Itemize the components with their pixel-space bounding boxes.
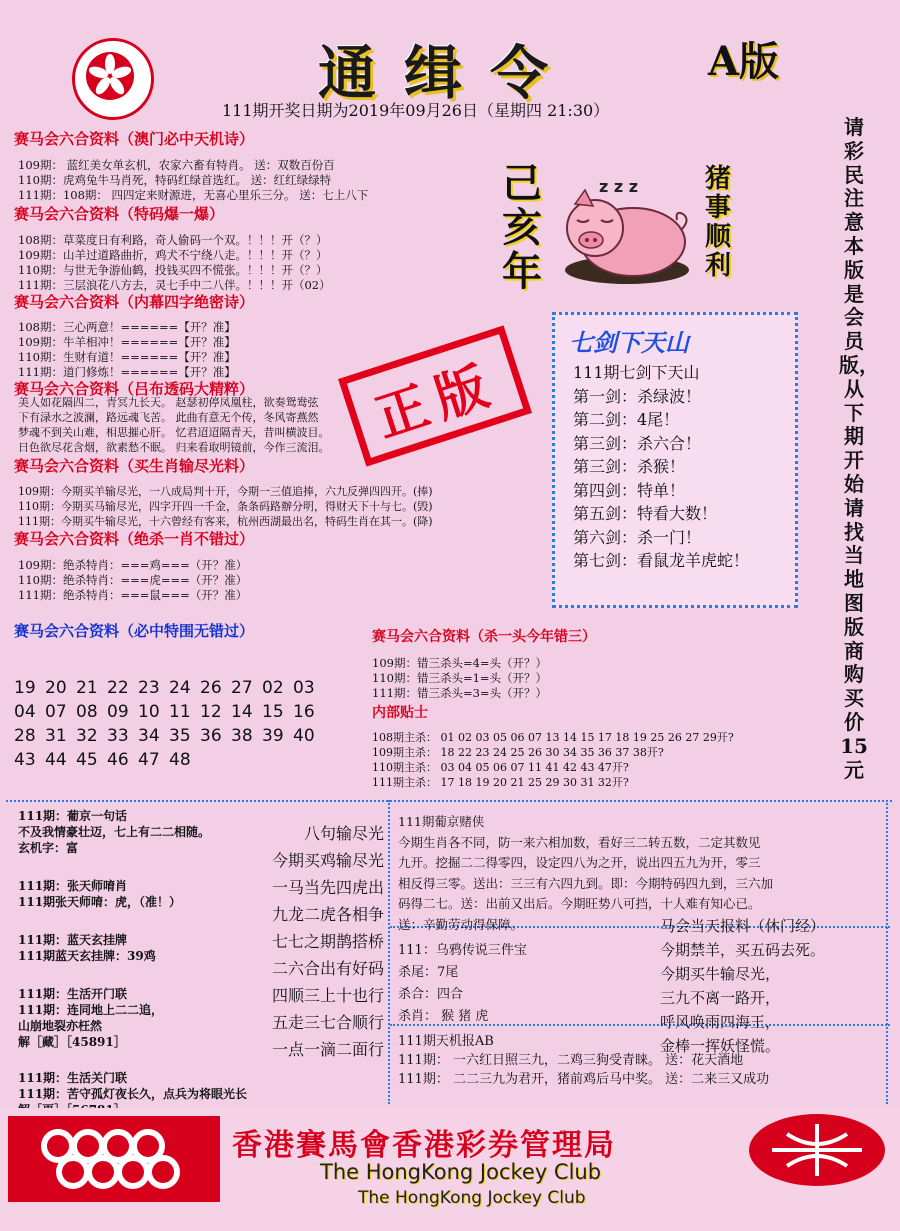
text-line: 111期：连同地上二二追， bbox=[18, 1003, 164, 1017]
text-line: 109期： 蓝红美女单玄机，农家六畜有特肖。 送：双数百份百 bbox=[18, 158, 335, 172]
shatou-title: 赛马会六合资料（杀一头今年错三） bbox=[372, 629, 596, 645]
text-line: 111期主杀： 17 18 19 20 21 25 29 30 31 32开? bbox=[372, 776, 629, 789]
text-line: 今期生肖各不同，防一来六相加数，看好三二转五数，二定其数见 bbox=[398, 834, 761, 850]
number-row: 28 31 32 33 34 35 36 38 39 40 bbox=[14, 726, 315, 746]
verse-line: 九龙二虎各相争 bbox=[271, 905, 384, 924]
section-lines bbox=[18, 233, 331, 293]
section-title: 赛马会六合资料（特码爆一爆） bbox=[14, 205, 225, 223]
text-line: 解［藏］［45891］ bbox=[18, 1035, 126, 1049]
pujing-title: 111期葡京赌侠 bbox=[398, 814, 485, 829]
text-line: 110期：生财有道！======【开？准】 bbox=[18, 350, 236, 364]
section-title: 赛马会六合资料（内幕四字绝密诗） bbox=[14, 293, 255, 311]
text-line: 不及我情豪壮迈，七上有二二相随。 bbox=[18, 825, 211, 839]
verse-line: 一马当先四虎出 bbox=[271, 878, 384, 897]
text-line: 111期：生活开门联 bbox=[18, 987, 128, 1001]
page-title: 通缉令 bbox=[318, 39, 577, 107]
hkjc-knot-logo-icon bbox=[8, 1116, 220, 1202]
svg-text:z z z: z z z bbox=[599, 177, 639, 196]
swords-heading: 七剑下天山 bbox=[569, 328, 689, 357]
text-line: 110期主杀： 03 04 05 06 07 11 41 42 43 47开? bbox=[372, 761, 629, 774]
authentic-stamp bbox=[338, 325, 532, 466]
sword-line: 第一剑：杀绿波！ bbox=[573, 386, 702, 406]
number-row: 43 44 45 46 47 48 bbox=[14, 750, 191, 770]
text-line: 111期：错三杀头=3=头（开？） bbox=[372, 686, 548, 700]
text-line: 杀合：四合 bbox=[398, 987, 464, 1002]
stamp-text: 正版 bbox=[368, 353, 505, 449]
sword-line: 第三剑：杀六合！ bbox=[573, 433, 702, 453]
section-title: 赛马会六合资料（买生肖输尽光料） bbox=[14, 457, 255, 475]
text-line: 109期：牛羊相冲！======【开？准】 bbox=[18, 335, 236, 349]
mahui-title: 马会当天报料（休门经） bbox=[660, 917, 826, 935]
special-number-grid bbox=[14, 676, 324, 772]
text-line: 110期：绝杀特肖：===虎===（开？准） bbox=[18, 573, 248, 587]
text-line: 今期禁羊，买五码去死。 bbox=[660, 941, 826, 959]
text-line: 下有渌水之波澜，路远魂飞苦。 此曲有意无个传，冬风寄燕然 bbox=[18, 411, 319, 424]
tianji-title: 111期天机报AB bbox=[398, 1034, 494, 1049]
vertical-notice: 请彩民注意本版是会员版，从下期开始请找当地图版商购买价15元 bbox=[839, 115, 879, 782]
verse-line: 一点一滴二面行 bbox=[271, 1040, 384, 1059]
text-line: 111期：道门修炼！======【开？准】 bbox=[18, 365, 236, 379]
text-line: 109期：绝杀特肖：===鸡===（开？准） bbox=[18, 558, 248, 572]
text-line: 111期：今期买牛输尽光，十六曾经有客来，杭州西湖最出名，特码生肖在其一。(降) bbox=[18, 515, 433, 528]
text-line: 日色欲尽花含烟，欲素愁不眠。 归来看取明镜前，今作三流泪。 bbox=[18, 441, 330, 454]
year-text: 己亥年 bbox=[502, 160, 542, 295]
neibu-title: 内部贴士 bbox=[372, 705, 428, 721]
text-line: 九开。挖掘二二得零四，设定四八为之开，说出四五九为开，零三 bbox=[398, 855, 761, 870]
sword-line: 第五剑：特看大数！ bbox=[573, 504, 718, 523]
section-lines bbox=[18, 484, 433, 529]
bauhinia-emblem-icon bbox=[72, 38, 154, 120]
verse-line: 八句输尽光 bbox=[303, 824, 384, 843]
seven-swords-box bbox=[552, 312, 798, 608]
divider-line bbox=[6, 800, 892, 802]
sword-line: 第三剑：杀猴！ bbox=[573, 457, 686, 476]
number-row: 19 20 21 22 23 24 26 27 02 03 bbox=[14, 678, 315, 698]
sword-line: 第六剑：杀一门！ bbox=[573, 527, 702, 547]
text-line: 109期：山羊过道路曲折，鸡犬不宁绕八走。！！！开（？） bbox=[18, 248, 328, 262]
neibu-lines bbox=[372, 730, 734, 790]
text-line: 杀肖： 猴 猪 虎 bbox=[398, 1009, 489, 1024]
divider-line bbox=[886, 800, 888, 1104]
text-line: 相反得三零。送出：三三有六四九到。即：今期特码四九到，三六加 bbox=[398, 875, 774, 891]
wuya-title: 111：乌鸦传说三件宝 bbox=[398, 943, 527, 958]
verse-line: 二六合出有好码 bbox=[271, 959, 384, 978]
lottery-seal-icon bbox=[742, 1110, 892, 1190]
number-row: 04 07 08 09 10 11 12 14 15 16 bbox=[14, 702, 315, 722]
sword-line: 第四剑：特单！ bbox=[573, 480, 686, 500]
text-line: 111期： 一六红日照三九，二鸡三狗受青睐。 送：花天酒地 bbox=[398, 1053, 744, 1068]
text-line: 梦魂不到关山难，相思摧心肝。 忆君迢迢隔青天，昔叫横波目。 bbox=[18, 426, 330, 439]
text-line: 108期：草菜度日有利路，奇人偷码一个双。！！！开（？） bbox=[18, 233, 328, 247]
section-title: 赛马会六合资料（吕布透码大精粹） bbox=[14, 380, 255, 398]
footer-banner bbox=[0, 1108, 900, 1231]
verse-line: 七七之期鹊搭桥 bbox=[271, 932, 384, 951]
text-line: 109期：今期买羊输尽光，一八成局判十开，今期一三值追捧，六九反弹四四开。(捧) bbox=[18, 485, 433, 498]
verse-line: 五走三七合顺行 bbox=[271, 1013, 384, 1032]
text-line: 111期张天师唷：虎，（准！） bbox=[18, 895, 182, 909]
footer-en: The HongKong Jockey Club bbox=[320, 1160, 602, 1184]
text-line: 111期：生活关门联 bbox=[18, 1071, 128, 1085]
text-line: 110期：与世无争游仙鹤，投钱买四不慌张。！！！开（？） bbox=[18, 263, 328, 277]
section-lines bbox=[18, 158, 368, 203]
verse-line: 今期买鸡输尽光 bbox=[271, 851, 384, 870]
text-line: 109期：错三杀头=4=头（开？） bbox=[372, 656, 548, 670]
text-line: 玄机字：富 bbox=[18, 841, 79, 855]
footer-cn: 香港賽馬會香港彩券管理局 bbox=[232, 1128, 616, 1163]
tewei-title: 赛马会六合资料（必中特围无错过） bbox=[14, 622, 255, 640]
text-line: 111期蓝天玄挂牌：39鸡 bbox=[18, 949, 156, 963]
text-line: 三九不离一路开， bbox=[660, 989, 781, 1007]
text-line: 110期：今期买马输尽光，四字开四一千金，条条码路辦分明，得财天下十与七。(毁) bbox=[18, 500, 433, 513]
section-lines bbox=[18, 320, 236, 380]
text-line: 山崩地裂亦枉然 bbox=[18, 1019, 103, 1033]
text-line: 111期：蓝天玄挂牌 bbox=[18, 933, 128, 947]
text-line: 110期：虎鸡兔牛马肖死，特码红绿首选红。 送：红红绿绿特 bbox=[18, 173, 332, 187]
slogan-text: 猪事顺利 bbox=[704, 164, 731, 281]
shatou-lines bbox=[372, 656, 547, 701]
text-line: 109期主杀： 18 22 23 24 25 26 30 34 35 36 37 38开? bbox=[372, 746, 664, 759]
text-line: 杀尾：7尾 bbox=[398, 965, 459, 980]
sword-line: 第七剑：看鼠龙羊虎蛇！ bbox=[573, 551, 750, 570]
text-line: 111期： 二二三九为君开，猪前鸡后马中奖。 送：二来三又成功 bbox=[398, 1072, 770, 1087]
text-line: 111期：绝杀特肖：===鼠===（开？准） bbox=[18, 588, 248, 602]
text-line: 呼风唤雨四海王， bbox=[660, 1013, 781, 1031]
text-line: 美人如花隔四二，青冥九长天。 赵瑟初停凤凰柱，欲奏鸳鸯弦 bbox=[18, 396, 319, 409]
text-line: 码得二七。送：出前又出后。今期旺势八可挡，十人难有知心已。 bbox=[398, 896, 761, 911]
text-line: 108期主杀： 01 02 03 05 06 07 13 14 15 17 18 19 25 26 27 29开? bbox=[372, 731, 734, 744]
text-line: 送：辛勤劳动得保障。 bbox=[398, 916, 524, 932]
text-line: 111期：葡京一句话 bbox=[18, 809, 128, 823]
text-line: 金棒一挥妖怪慌。 bbox=[660, 1037, 781, 1055]
text-line: 今期买牛输尽光， bbox=[660, 965, 781, 983]
text-line: 111期：张天师唷肖 bbox=[18, 879, 128, 893]
left-bottom-text bbox=[18, 808, 247, 1118]
sword-line: 第二剑：4尾！ bbox=[573, 410, 680, 429]
footer-en: The HongKong Jockey Club bbox=[358, 1188, 586, 1208]
verse-line: 四顺三上十也行 bbox=[271, 986, 384, 1005]
sword-line: 111期七剑下天山 bbox=[573, 363, 700, 382]
pig-mascot-icon bbox=[555, 170, 695, 290]
section-title: 赛马会六合资料（澳门必中天机诗） bbox=[14, 130, 255, 148]
text-line: 108期：三心两意！======【开？准】 bbox=[18, 320, 236, 334]
section-title: 赛马会六合资料（绝杀一肖不错过） bbox=[14, 530, 255, 548]
text-line: 111期：三层浪花八方去，灵七手中二八伴。！！！开（02） bbox=[18, 278, 331, 292]
wuya-text bbox=[398, 940, 527, 1028]
verse-column bbox=[254, 820, 384, 1063]
edition-badge: A版 bbox=[708, 38, 780, 85]
text-line: 111期：苦守孤灯夜长久，点兵为将眼光长 bbox=[18, 1087, 248, 1101]
text-line: 111期：108期： 四四定来财源进，无喜心里乐三分。 送：七上八下 bbox=[18, 188, 369, 202]
tianji-text bbox=[398, 1032, 769, 1089]
draw-date: 111期开奖日期为2019年09月26日（星期四 21:30） bbox=[222, 101, 610, 120]
poem-lines bbox=[18, 395, 330, 455]
text-line: 110期：错三杀头=1=头（开？） bbox=[372, 671, 548, 685]
section-lines bbox=[18, 558, 247, 603]
